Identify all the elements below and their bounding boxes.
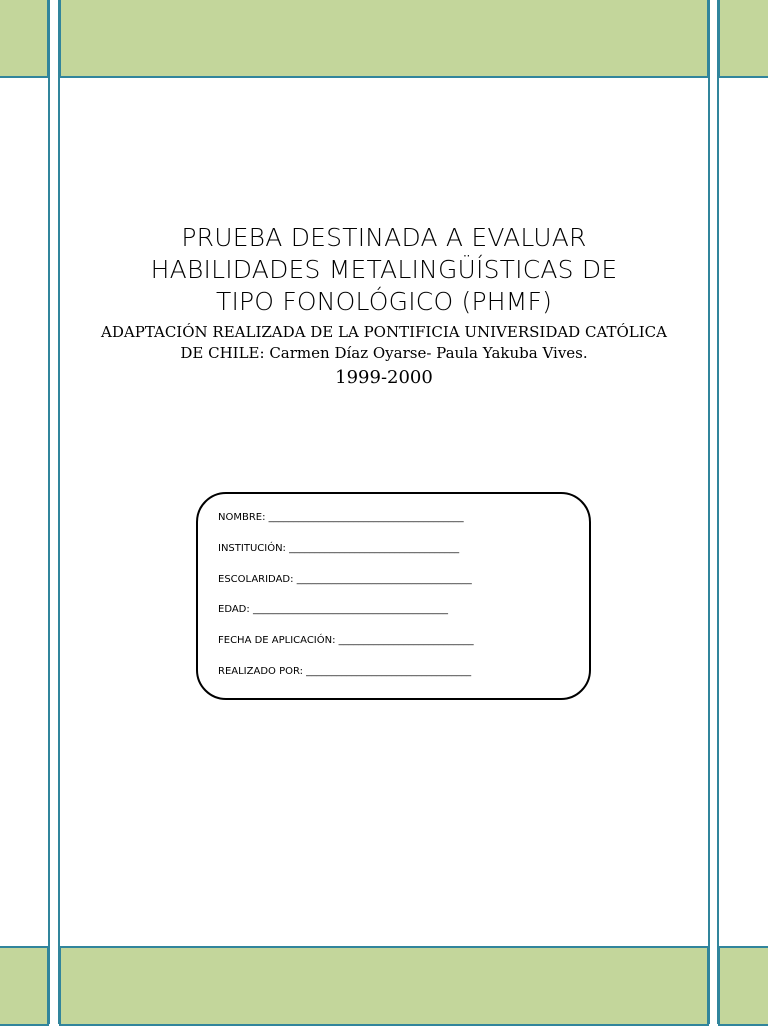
bottom-left-block: [0, 946, 49, 1026]
top-right-block: [718, 0, 768, 78]
field-realizado-por[interactable]: [218, 665, 471, 679]
student-info-form: [196, 492, 591, 700]
field-label: NOMBRE:: [218, 512, 266, 523]
field-blank[interactable]: _______________________________________: [268, 512, 464, 523]
title-line-1: PRUEBA DESTINADA A EVALUAR: [181, 223, 587, 252]
years: 1999-2000: [335, 367, 433, 388]
field-blank[interactable]: _________________________________: [306, 666, 472, 677]
field-label: EDAD:: [218, 604, 250, 615]
field-blank[interactable]: __________________________________: [289, 543, 460, 554]
left-inner-rule: [58, 0, 60, 1024]
field-escolaridad[interactable]: [218, 573, 472, 587]
field-nombre[interactable]: [218, 511, 464, 525]
right-outer-rule: [717, 0, 719, 1024]
field-blank[interactable]: _______________________________________: [252, 604, 448, 615]
right-inner-rule: [708, 0, 710, 1024]
subtitle-line-1: ADAPTACIÓN REALIZADA DE LA PONTIFICIA UNIVERSIDAD CATÓLICA: [101, 323, 667, 341]
top-center-block: [59, 0, 709, 78]
field-label: ESCOLARIDAD:: [218, 574, 294, 585]
top-left-block: [0, 0, 49, 78]
field-fecha-aplicacion[interactable]: [218, 634, 474, 648]
title-line-2: HABILIDADES METALINGÜÍSTICAS DE: [150, 255, 618, 284]
title-area: [60, 222, 708, 390]
field-label: REALIZADO POR:: [218, 666, 303, 677]
title-line-3: TIPO FONOLÓGICO (PHMF): [215, 287, 553, 316]
field-edad[interactable]: [218, 603, 448, 617]
field-blank[interactable]: ___________________________: [338, 635, 474, 646]
adaptation-note: [60, 322, 708, 364]
bottom-center-block: [59, 946, 709, 1026]
field-label: FECHA DE APLICACIÓN:: [218, 635, 336, 646]
subtitle-line-2: DE CHILE: Carmen Díaz Oyarse- Paula Yakuba Vives.: [180, 344, 588, 362]
document-title: [60, 222, 708, 318]
left-outer-rule: [48, 0, 50, 1024]
field-label: INSTITUCIÓN:: [218, 543, 286, 554]
field-blank[interactable]: ___________________________________: [296, 574, 472, 585]
field-institucion[interactable]: [218, 542, 459, 556]
bottom-right-block: [718, 946, 768, 1026]
